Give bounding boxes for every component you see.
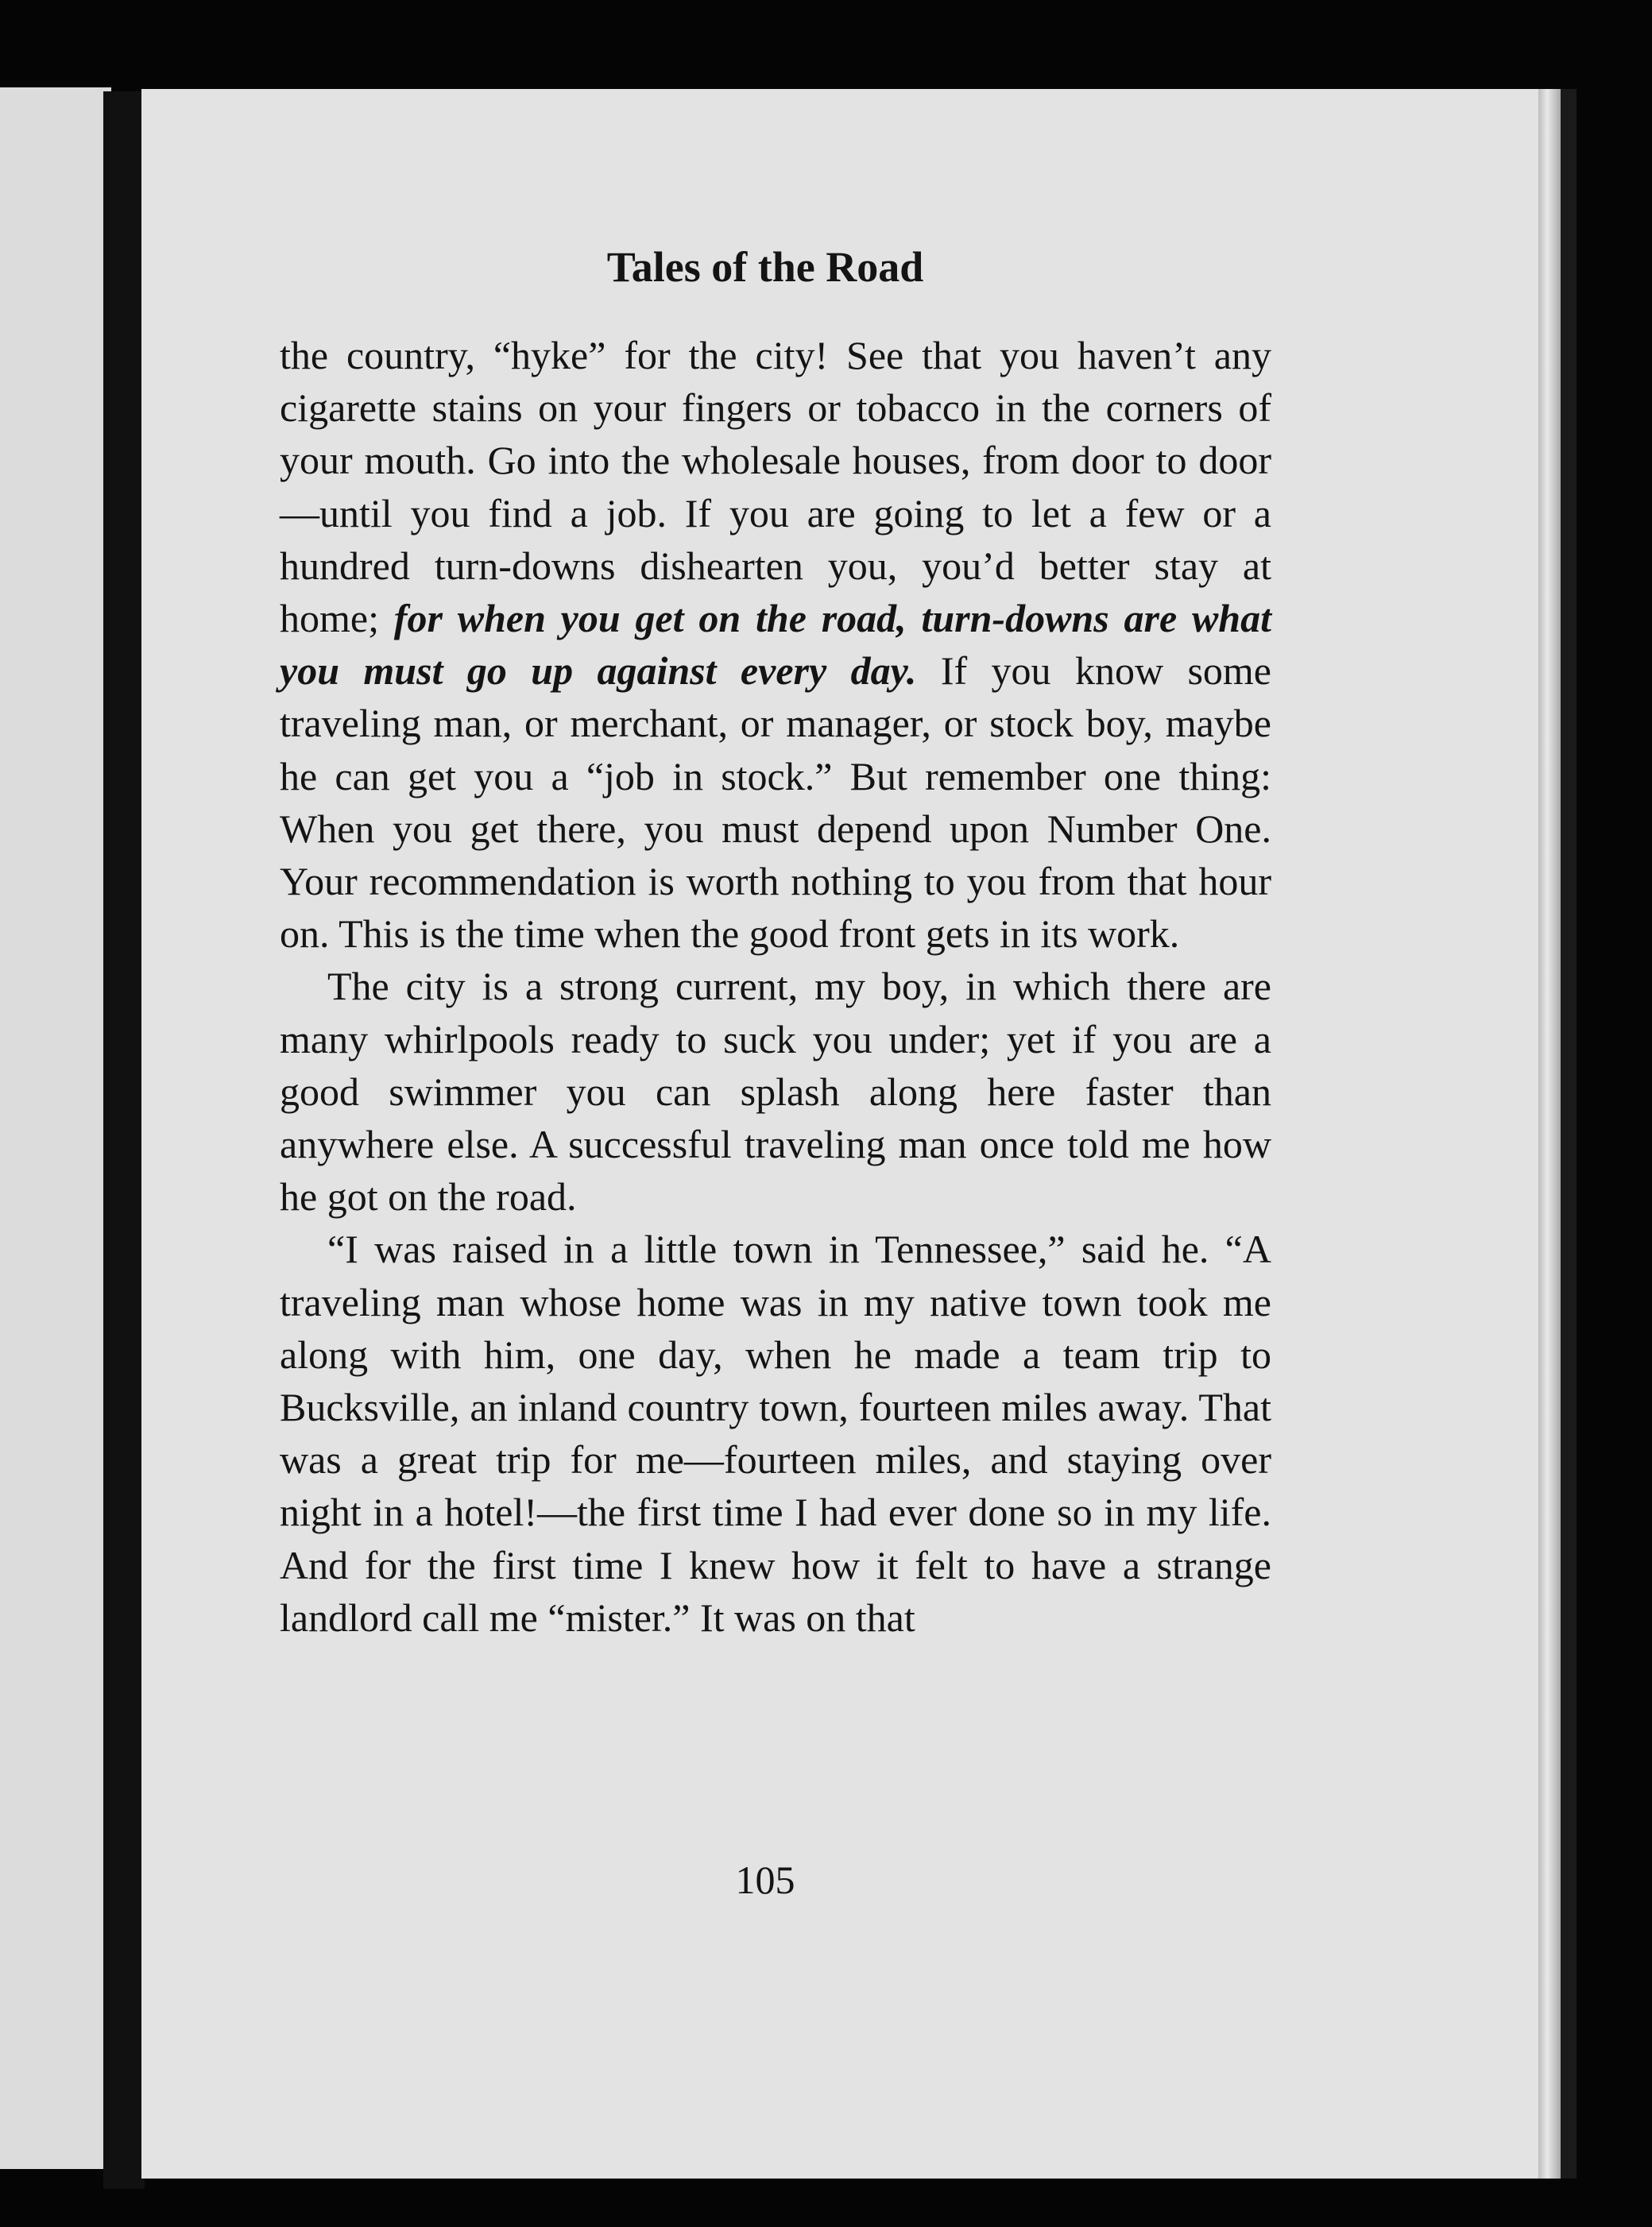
paragraph	[280, 329, 1271, 960]
text-segment: “I was raised in a little town in Tennessee,” said he. “A traveling man whose home was in my native town took me along with him, one day, when he made a team trip to Bucksville, an inland country town, fourteen miles away. That was a great trip for me—fourteen miles, and staying over night in a hotel!—the first time I had ever done so in my life. And for the first time I knew how it felt to have a strange landlord call me “mister.” It was on that	[280, 1227, 1271, 1640]
paragraph	[280, 960, 1271, 1223]
binding-gutter	[103, 91, 145, 2189]
page-number: 105	[735, 1858, 795, 1902]
italic-emphasis: for when you get on the road, turn-downs are what you must go up against every day.	[280, 596, 1272, 694]
running-head: Tales of the Road	[606, 243, 924, 291]
cover-edge	[1561, 89, 1577, 2179]
page-fore-edge	[1538, 89, 1561, 2179]
facing-page-edge	[0, 87, 111, 2169]
text-segment: The city is a strong current, my boy, in which there are many whirlpools ready to suck you under; yet if you are a good swimmer you can splash along here faster than anywhere else. A successful traveling man once told me how he got on the road.	[280, 964, 1271, 1220]
paragraph	[280, 1223, 1271, 1644]
text-segment: the country, “hyke” for the city! See that you haven’t any cigarette stains on your fingers or tobacco in the corners of your mouth. Go into the wholesale houses, from door to door—until you find a job. If you are going to let a few or a hundred turn-downs dishearten you, you’d better stay at home;	[280, 333, 1271, 641]
body-text	[280, 329, 1271, 1644]
text-segment: If you know some traveling man, or merchant, or manager, or stock boy, maybe he can get you a “job in stock.” But remember one thing: When you get there, you must depend upon Number One. Your recommendation is worth nothing to you from that hour on. This is the time when the good front gets in its work.	[280, 648, 1271, 957]
